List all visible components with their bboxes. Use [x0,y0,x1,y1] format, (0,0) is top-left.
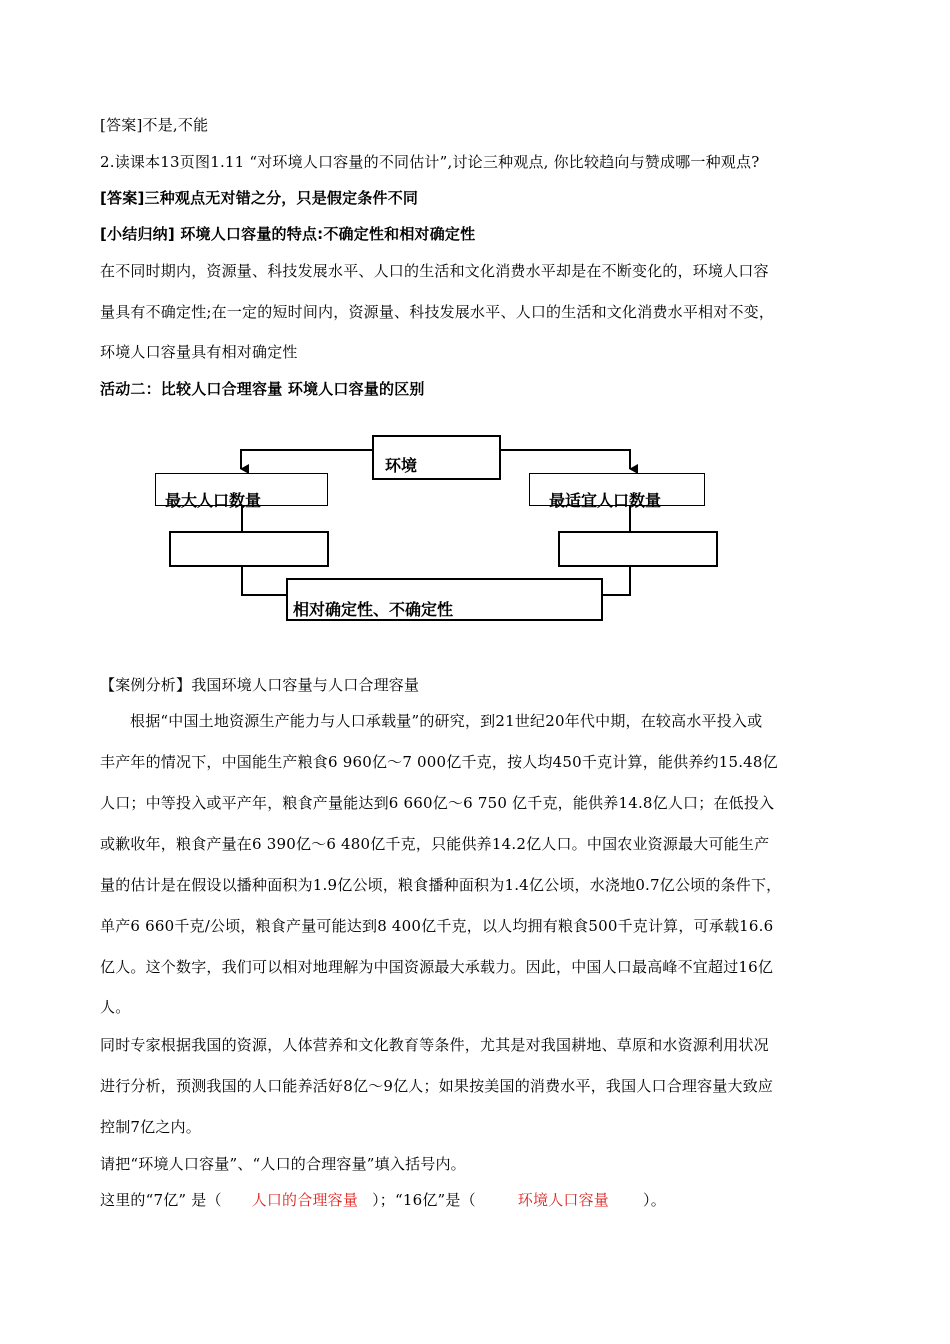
right-blank-box [558,531,718,567]
answer-line-1: [答案]不是,不能 [100,116,209,134]
left-blank-box [169,531,329,567]
case-paragraph-line-11: 控制7亿之内。 [100,1118,201,1136]
bottom-label: 相对确定性、不确定性 [293,600,454,619]
max-population-label: 最大人口数量 [165,491,262,510]
summary-text-1: 在不同时期内，资源量、科技发展水平、人口的生活和文化消费水平却是在不断变化的，环境人口容 [100,262,769,280]
arrow-right [501,450,630,469]
answer-suffix: ）。 [643,1191,666,1209]
case-paragraph-line-4: 或歉收年，粮食产量在6 390亿～6 480亿千克，只能供养14.2亿人口。中国农业资源最大可能生产 [100,835,770,853]
fill-answer-line [100,1189,666,1210]
answer-prefix: 这里的“7亿” 是（ [100,1191,222,1209]
summary-heading: [小结归纳] 环境人口容量的特点:不确定性和相对确定性 [100,225,476,243]
answer-environment-capacity: 环境人口容量 [517,1191,609,1209]
case-paragraph-line-10: 进行分析，预测我国的人口能养活好8亿～9亿人；如果按美国的消费水平，我国人口合理容量大致应 [100,1077,774,1095]
arrow-left [241,450,372,469]
case-paragraph-line-6: 单产6 660千克/公顷，粮食产量可能达到8 400亿千克，以人均拥有粮食500千克计算，可承载16.6 [100,917,774,935]
answer-line-2: [答案]三种观点无对错之分，只是假定条件不同 [100,189,419,207]
case-paragraph-line-2: 丰产年的情况下，中国能生产粮食6 960亿～7 000亿千克，按人均450千克计算，能供养约15.48亿 [100,753,778,771]
answer-mid: ）；“16亿”是（ [372,1191,476,1209]
case-heading: 【案例分析】我国环境人口容量与人口合理容量 [100,676,420,694]
question-2: 2.读课本13页图1.11 “对环境人口容量的不同估计”,讨论三种观点, 你比较趋向与赞成哪一种观点? [100,153,760,171]
activity-2-heading: 活动二：比较人口合理容量 环境人口容量的区别 [100,380,425,398]
case-paragraph-line-5: 量的估计是在假设以播种面积为1.9亿公顷，粮食播种面积为1.4亿公顷，水浇地0.7亿公顷的条件下， [100,876,782,894]
optimal-population-label: 最适宜人口数量 [549,491,662,510]
summary-text-2: 量具有不确定性;在一定的短时间内，资源量、科技发展水平、人口的生活和文化消费水平相对不变， [100,303,775,321]
summary-text-3: 环境人口容量具有相对确定性 [100,343,298,361]
case-paragraph-line-9: 同时专家根据我国的资源，人体营养和文化教育等条件，尤其是对我国耕地、草原和水资源利用状况 [100,1036,769,1054]
fill-instruction: 请把“环境人口容量”、“人口的合理容量”填入括号内。 [100,1155,466,1173]
case-paragraph-line-8: 人。 [100,998,131,1016]
case-paragraph-line-1: 根据“中国土地资源生产能力与人口承载量”的研究，到21世纪20年代中期，在较高水平投入或 [130,712,763,730]
environment-label: 环境 [385,456,418,475]
case-paragraph-line-7: 亿人。这个数字，我们可以相对地理解为中国资源最大承载力。因此，中国人口最高峰不宜超过16亿 [100,958,774,976]
case-paragraph-line-3: 人口；中等投入或平产年，粮食产量能达到6 660亿～6 750 亿千克，能供养14.8亿人口；在低投入 [100,794,775,812]
answer-reasonable-capacity: 人口的合理容量 [251,1191,359,1209]
